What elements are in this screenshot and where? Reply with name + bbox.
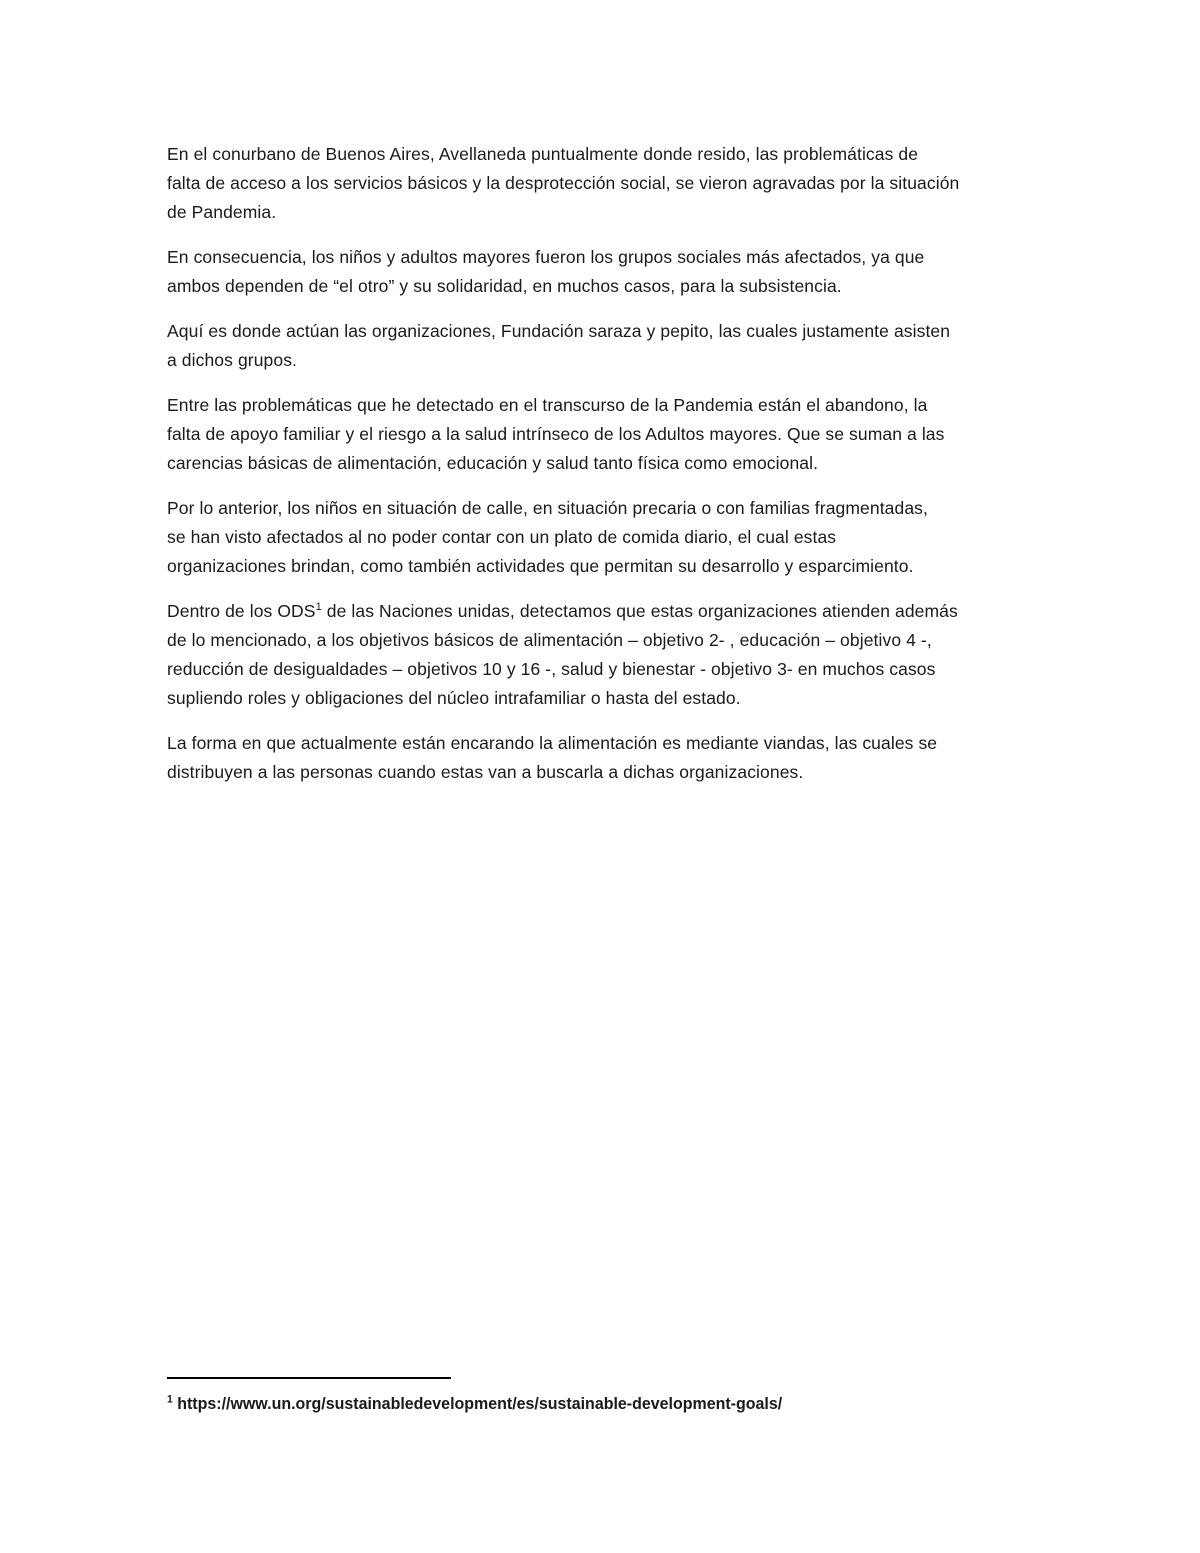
text-line: En consecuencia, los niños y adultos mayores fueron los grupos sociales más afectados, ya que: [167, 247, 925, 267]
paragraph-5: [167, 494, 1047, 581]
paragraph-6: [167, 597, 1047, 713]
text-line: ambos dependen de “el otro” y su solidaridad, en muchos casos, para la subsistencia.: [167, 276, 842, 296]
paragraph-2: [167, 243, 1047, 301]
footnote-separator: [167, 1377, 451, 1379]
paragraph-7: [167, 729, 1047, 787]
paragraph-3: [167, 317, 1047, 375]
text-line: distribuyen a las personas cuando estas van a buscarla a dichas organizaciones.: [167, 762, 804, 782]
text-line: organizaciones brindan, como también actividades que permitan su desarrollo y esparcimiento.: [167, 556, 914, 576]
text-line: se han visto afectados al no poder contar con un plato de comida diario, el cual estas: [167, 527, 837, 547]
footnote-reference[interactable]: 1: [315, 601, 322, 614]
text-line: Por lo anterior, los niños en situación de calle, en situación precaria o con familias fragmentadas,: [167, 498, 928, 518]
text-line: falta de apoyo familiar y el riesgo a la salud intrínseco de los Adultos mayores. Que se suman a las: [167, 424, 945, 444]
text-line: [167, 597, 1047, 626]
text-line: de Pandemia.: [167, 202, 277, 222]
text-line: La forma en que actualmente están encarando la alimentación es mediante viandas, las cuales se: [167, 733, 938, 753]
text-line: falta de acceso a los servicios básicos y la desprotección social, se vieron agravadas por la situación: [167, 173, 960, 193]
text-segment: Dentro de los ODS: [167, 601, 316, 621]
footnote: [167, 1391, 782, 1417]
text-line: a dichos grupos.: [167, 350, 298, 370]
text-line: supliendo roles y obligaciones del núcleo intrafamiliar o hasta del estado.: [167, 688, 741, 708]
text-segment: de las Naciones unidas, detectamos que estas organizaciones atienden además: [321, 601, 958, 621]
footnote-number: 1: [167, 1393, 173, 1406]
document-body: [167, 140, 1047, 803]
text-line: En el conurbano de Buenos Aires, Avellaneda puntualmente donde resido, las problemáticas de: [167, 144, 919, 164]
text-line: de lo mencionado, a los objetivos básicos de alimentación – objetivo 2- , educación – objetivo 4 -,: [167, 630, 932, 650]
footnote-link[interactable]: https://www.un.org/sustainabledevelopment/es/sustainable-development-goals/: [172, 1394, 783, 1413]
text-line: carencias básicas de alimentación, educación y salud tanto física como emocional.: [167, 453, 819, 473]
text-line: Aquí es donde actúan las organizaciones, Fundación saraza y pepito, las cuales justamente asisten: [167, 321, 951, 341]
paragraph-1: [167, 140, 1047, 227]
text-line: reducción de desigualdades – objetivos 10 y 16 -, salud y bienestar - objetivo 3- en muchos casos: [167, 659, 936, 679]
paragraph-4: [167, 391, 1047, 478]
text-line: Entre las problemáticas que he detectado en el transcurso de la Pandemia están el abandono, la: [167, 395, 928, 415]
